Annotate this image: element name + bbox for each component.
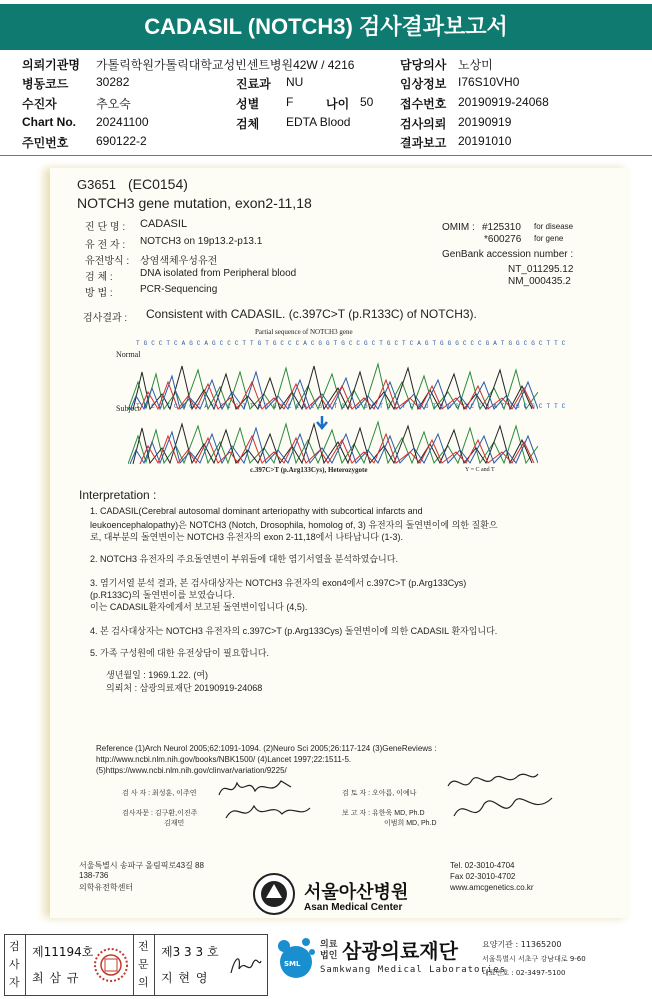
specimen-value: DNA isolated from Peripheral blood [140, 268, 297, 279]
fax: Fax 02-3010-4702 [450, 872, 516, 881]
subject-chromatogram [128, 416, 538, 466]
tester-name: 최 삼 규 [32, 971, 80, 985]
result-label: 검사결과 : [83, 313, 128, 324]
specimen-value: EDTA Blood [286, 115, 351, 129]
chart-value: 20241100 [96, 115, 149, 129]
specialist-vertical-label [133, 935, 155, 995]
advisor-label: 검사자문 : 김구환,이진주 [122, 810, 198, 817]
asan-foundation-logo-icon [252, 872, 296, 916]
patient-value: 추오숙 [96, 97, 131, 111]
request-value: 20190919 [458, 115, 512, 129]
omim-1-note: for disease [534, 222, 574, 231]
request-label: 검사의뢰 [400, 117, 447, 131]
reporter-label: 보 고 자 : 유한욱 MD, Ph.D [342, 810, 425, 817]
address-1: 서울특별시 송파구 올림픽로43길 88 [79, 861, 204, 870]
mutation-caption: c.397C>T (p.Arg133Cys), Heterozygote [250, 466, 368, 474]
gene-label: 유 전 자 : [85, 240, 126, 251]
specialist-signature [227, 947, 263, 983]
diagnosis-label: 진 단 명 : [85, 222, 126, 233]
sml-badge: SML [284, 960, 301, 968]
official-seal-icon [93, 947, 129, 983]
doctor-value: 노상미 [458, 58, 493, 72]
reviewer-label: 검 토 자 : 오아름, 이예나 [342, 790, 417, 797]
interp-1a: 1. CADASIL(Cerebral autosomal dominant arteriopathy with subcortical infarcts and [90, 506, 423, 516]
yc-caption: Y = C and T [465, 467, 495, 473]
hospital-name-kr: 서울아산병원 [304, 882, 409, 902]
org-address: 서울특별시 서초구 강남대로 9-60 [482, 955, 586, 963]
interp-5: 5. 가족 구성원에 대한 유전상담이 필요합니다. [90, 648, 270, 658]
specialist-vert-1: 문 [138, 958, 149, 971]
rrn-label: 주민번호 [22, 136, 69, 150]
foundation-name-en: Samkwang Medical Laboratories [320, 965, 507, 975]
sml-logo-icon [270, 936, 318, 982]
omim-label: OMIM : [442, 222, 475, 233]
reporter-signature [448, 786, 558, 830]
org-phone: 대표번호 : 02-3497-5100 [482, 969, 566, 977]
address-3: 의학유전학센터 [79, 883, 134, 892]
patient-info [0, 52, 652, 150]
omim-1: #125310 [482, 222, 521, 233]
report-title: CADASIL (NOTCH3) 검사결과보고서 [0, 4, 652, 50]
tester-vert-0: 검 [9, 940, 20, 953]
method-label: 방 법 : [85, 288, 113, 299]
address-2: 138-736 [79, 871, 109, 880]
normal-label: Normal [116, 350, 141, 359]
interp-2: 2. NOTCH3 유전자의 주요돌연변이 부위들에 대한 염기서열을 분석하였습니다. [90, 554, 398, 564]
ward-value: 30282 [96, 75, 130, 89]
hospital-name-en: Asan Medical Center [304, 902, 403, 913]
subject-sequence: T G C C T C A G C A G C C C T T G T G C C C A C G G T G C C G C T G C T C A G T G G G C C C G A T G G C G C T T C [136, 403, 566, 410]
age-value: 50 [360, 95, 374, 109]
tester-vert-1: 사 [9, 958, 20, 971]
interp-3b: (p.R133C)의 돌연변이를 보였습니다. [90, 590, 235, 600]
diagnosis-value: CADASIL [140, 218, 188, 230]
divider [0, 155, 652, 156]
institution-label: 의뢰기관명 [22, 58, 80, 72]
sex-value: F [286, 95, 294, 109]
gene-value: NOTCH3 on 19p13.2-p13.1 [140, 236, 263, 247]
clinical-label: 임상정보 [400, 77, 447, 91]
receipt-label: 접수번호 [400, 97, 447, 111]
inherit-label: 유전방식 : [85, 256, 130, 267]
receipt-value: 20190919-24068 [458, 95, 549, 109]
test-code: G3651 [77, 177, 117, 192]
scanned-report [50, 168, 630, 918]
chart-title: Partial sequence of NOTCH3 gene [255, 328, 353, 336]
interp-3c: 이는 CADASIL환자에게서 보고된 돌연변이입니다 (4,5). [90, 602, 308, 612]
foundation-tag-2: 법인 [320, 951, 338, 961]
report-label: 결과보고 [400, 136, 447, 150]
method-value: PCR-Sequencing [140, 284, 218, 295]
inherit-value: 상염색체우성유전 [140, 256, 218, 267]
sex-label: 성별 [236, 97, 260, 111]
specialist-name: 지 현 영 [161, 971, 209, 985]
specimen-label: 검 체 : [85, 272, 113, 283]
advisor-signature [222, 798, 312, 828]
interp-1b: leukoencephalopathy)은 NOTCH3 (Notch, Drosophila, homolog of, 3) 유전자의 돌연변이에 의한 질환으 [90, 520, 498, 530]
reporter-2: 이범희 MD, Ph.D [384, 820, 437, 827]
reference-2: http://www.ncbi.nlm.nih.gov/books/NBK1500/ (4)Lancet 1997;22:1511-5. [96, 755, 352, 764]
test-name: NOTCH3 gene mutation, exon2-11,18 [77, 195, 312, 211]
doctor-label: 담당의사 [400, 58, 447, 72]
interp-1c: 로, 대부분의 돌연변이는 NOTCH3 유전자의 exon 2-11,18에서 나타납니다 (1-3). [90, 532, 403, 542]
foundation-name: 삼광의료재단 [342, 939, 458, 963]
genbank-1: NT_011295.12 [508, 264, 574, 275]
specialist-vert-2: 의 [138, 976, 149, 989]
dept-value: NU [286, 75, 304, 89]
certification-box [4, 934, 268, 996]
genbank-label: GenBank accession number : [442, 249, 574, 260]
advisor-2: 김재민 [164, 820, 185, 827]
interpretation-title: Interpretation : [79, 488, 157, 502]
omim-2-note: for gene [534, 234, 564, 243]
age-label: 나이 [326, 97, 350, 111]
org-code: 요양기관 : 11365200 [482, 940, 562, 949]
specimen-label: 검체 [236, 117, 260, 131]
tel: Tel. 02-3010-4704 [450, 861, 515, 870]
result-value: Consistent with CADASIL. (c.397C>T (p.R133C) of NOTCH3). [146, 307, 477, 321]
subject-label: Subject [116, 404, 140, 413]
foundation-tag-1: 의료 [320, 940, 338, 950]
reference-3: (5)https://www.ncbi.nlm.nih.gov/clinvar/variation/9225/ [96, 766, 287, 775]
birth-date: 생년월일 : 1969.1.22. (여) [106, 670, 209, 680]
institution-value: 가톨릭학원가톨릭대학교성빈센트병원42W / 4216 [96, 58, 355, 72]
requester: 의뢰처 : 삼광의료재단 20190919-24068 [106, 683, 263, 693]
tester-vert-2: 자 [9, 976, 20, 989]
website: www.amcgenetics.co.kr [450, 883, 534, 892]
ward-label: 병동코드 [22, 77, 69, 91]
interp-3a: 3. 염기서열 분석 결과, 본 검사대상자는 NOTCH3 유전자의 exon4에서 c.397C>T (p.Arg133Cys) [90, 578, 467, 588]
dept-label: 진료과 [236, 77, 271, 91]
normal-sequence: T G C C T C A G C A G C C C T T G T G C C C A C G G T G C C G C T G C T C A G T G G G C C C G A T G G C G C T T C [136, 340, 566, 347]
genbank-2: NM_000435.2 [508, 276, 571, 287]
chart-label: Chart No. [22, 115, 76, 129]
interp-4: 4. 본 검사대상자는 NOTCH3 유전자의 c.397C>T (p.Arg133Cys) 돌연변이에 의한 CADASIL 환자입니다. [90, 626, 498, 636]
omim-2: *600276 [484, 234, 522, 245]
clinical-value: I76S10VH0 [458, 75, 520, 89]
patient-label: 수진자 [22, 97, 57, 111]
tester-label: 검 사 자 : 최성훈, 이주연 [122, 790, 197, 797]
tester-vertical-label [5, 935, 26, 995]
reference-1: Reference (1)Arch Neurol 2005;62:1091-1094. (2)Neuro Sci 2005;26:117-124 (3)GeneReviews : [96, 744, 437, 753]
tester-license-no: 제11194호 [32, 945, 94, 959]
test-code-paren: (EC0154) [128, 176, 188, 192]
specialist-license-no: 제3 3 3 호 [161, 945, 219, 959]
rrn-value: 690122-2 [96, 134, 147, 148]
report-value: 20191010 [458, 134, 512, 148]
specialist-vert-0: 전 [138, 940, 149, 953]
